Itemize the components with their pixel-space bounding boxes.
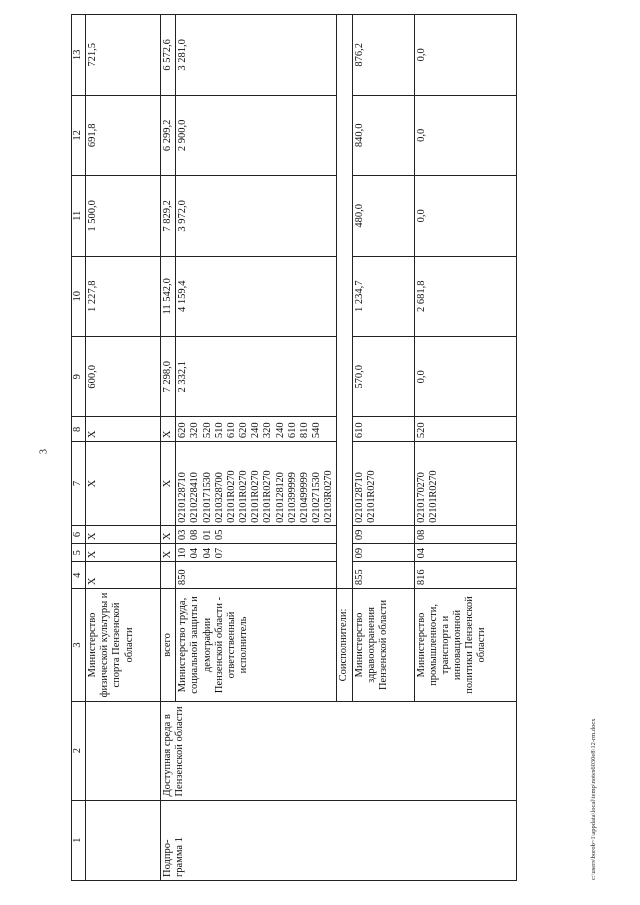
table-cell: 08 — [414, 525, 516, 543]
table-cell: 1 500,0 — [86, 176, 161, 256]
table-cell: 855 — [352, 562, 414, 589]
table-cell — [161, 562, 176, 589]
table-cell: Доступная среда в Пензенской области — [161, 701, 517, 800]
table-cell: X — [161, 525, 176, 543]
table-cell: 03 08 01 05 — [176, 525, 337, 543]
col-header: 12 — [72, 95, 86, 175]
table-cell — [86, 701, 161, 800]
table-cell: 876,2 — [352, 15, 414, 96]
col-header: 7 — [72, 442, 86, 526]
table-cell: Министерство здравоохранения Пензенской области — [352, 589, 414, 702]
table-row — [161, 15, 176, 881]
col-header: 4 — [72, 562, 86, 589]
budget-table — [71, 14, 517, 881]
table-cell: 721,5 — [86, 15, 161, 96]
table-cell: 610 — [352, 417, 414, 442]
table-cell: X — [86, 544, 161, 562]
table-cell: 7 298,0 — [161, 337, 176, 417]
col-header: 11 — [72, 176, 86, 256]
table-cell: 2 681,8 — [414, 256, 516, 336]
col-header: 10 — [72, 256, 86, 336]
table-cell: 6 299,2 — [161, 95, 176, 175]
col-header: 13 — [72, 15, 86, 96]
table-cell: 520 — [414, 417, 516, 442]
rotated-table-container — [71, 14, 579, 881]
table-cell: X — [86, 562, 161, 589]
table-cell: X — [161, 442, 176, 526]
table-cell: 570,0 — [352, 337, 414, 417]
table-row — [86, 15, 161, 881]
table-cell: 1 234,7 — [352, 256, 414, 336]
table-cell: 480,0 — [352, 176, 414, 256]
table-cell: 3 281,0 — [176, 15, 337, 96]
table-cell: 2 900,0 — [176, 95, 337, 175]
col-header: 3 — [72, 589, 86, 702]
table-cell: Министерство труда, социальной защиты и демографии Пензенской области - ответственный исполнитель — [176, 589, 337, 702]
table-cell: 09 — [352, 525, 414, 543]
table-cell: 3 972,0 — [176, 176, 337, 256]
table-cell: 4 159,4 — [176, 256, 337, 336]
table-cell — [337, 15, 352, 589]
table-cell: X — [86, 442, 161, 526]
table-cell: 11 542,0 — [161, 256, 176, 336]
table-cell: 2 332,1 — [176, 337, 337, 417]
table-cell: 0,0 — [414, 95, 516, 175]
table-cell: 691,8 — [86, 95, 161, 175]
table-cell — [86, 800, 161, 880]
col-header: 9 — [72, 337, 86, 417]
table-cell: 600,0 — [86, 337, 161, 417]
table-cell: 0210128710 0210228410 0210171530 0210328700 02101R0270 02101R0270 02101R0270 02101R0270 0210128120 0210399999 0210499999 0210271530 02103R0270 — [176, 442, 337, 526]
table-cell: 840,0 — [352, 95, 414, 175]
col-header: 2 — [72, 701, 86, 800]
table-cell: 0,0 — [414, 176, 516, 256]
table-cell: X — [161, 544, 176, 562]
table-cell: 0,0 — [414, 337, 516, 417]
table-cell: Подпро- грамма 1 — [161, 800, 517, 880]
table-cell: 10 04 04 07 — [176, 544, 337, 562]
table-cell: 1 227,8 — [86, 256, 161, 336]
table-cell: 816 — [414, 562, 516, 589]
col-header: 6 — [72, 525, 86, 543]
footer-file-path: c:\users\borob~1\appdata\local\temp\notes6030e8\12-rm.docx — [590, 718, 597, 880]
table-cell: 0,0 — [414, 15, 516, 96]
col-header: 1 — [72, 800, 86, 880]
table-cell: 850 — [176, 562, 337, 589]
table-cell: Министерство промышленности, транспорта и инновационной политики Пензенской области — [414, 589, 516, 702]
table-cell: Соисполнители: — [337, 589, 352, 702]
table-cell: 7 829,2 — [161, 176, 176, 256]
table-cell: всего — [161, 589, 176, 702]
table-cell: 620 320 520 510 610 620 240 320 240 610 810 540 — [176, 417, 337, 442]
col-header: 8 — [72, 417, 86, 442]
table-cell: Министерство физической культуры и спорта Пензенской области — [86, 589, 161, 702]
page-number: 3 — [38, 449, 50, 454]
table-cell: X — [161, 417, 176, 442]
table-cell: 0210170270 02101R0270 — [414, 442, 516, 526]
table-cell: X — [86, 525, 161, 543]
table-cell: 6 572,6 — [161, 15, 176, 96]
table-cell: 04 — [414, 544, 516, 562]
table-cell: 0210128710 02101R0270 — [352, 442, 414, 526]
table-cell: 09 — [352, 544, 414, 562]
col-header: 5 — [72, 544, 86, 562]
header-row — [72, 15, 86, 881]
table-cell: X — [86, 417, 161, 442]
